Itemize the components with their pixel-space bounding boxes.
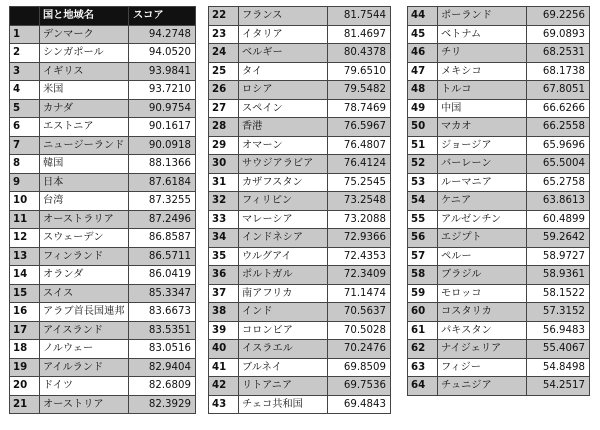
table-row <box>10 229 196 248</box>
score-cell: 87.2496 <box>129 210 196 229</box>
rank-cell: 17 <box>10 321 40 340</box>
score-cell: 57.3152 <box>527 303 590 322</box>
score-cell: 83.6673 <box>129 303 196 322</box>
country-cell: 中国 <box>438 99 527 118</box>
table-row <box>408 118 590 137</box>
table-row <box>408 266 590 285</box>
table-row <box>408 155 590 174</box>
score-cell: 69.8509 <box>328 358 391 377</box>
table-row <box>209 25 391 44</box>
rank-cell: 1 <box>10 25 40 44</box>
score-cell: 56.9483 <box>527 321 590 340</box>
table-row <box>408 377 590 396</box>
table-row <box>408 340 590 359</box>
rank-cell: 11 <box>10 210 40 229</box>
rank-cell: 30 <box>209 155 239 174</box>
score-cell: 65.2758 <box>527 173 590 192</box>
country-cell: フィリピン <box>239 192 328 211</box>
table-row <box>10 25 196 44</box>
rank-cell: 4 <box>10 81 40 100</box>
country-cell: トルコ <box>438 81 527 100</box>
table-row <box>209 173 391 192</box>
score-cell: 73.2548 <box>328 192 391 211</box>
score-cell: 85.3347 <box>129 284 196 303</box>
country-cell: フィンランド <box>40 247 129 266</box>
country-cell: ルーマニア <box>438 173 527 192</box>
rank-cell: 39 <box>209 321 239 340</box>
score-cell: 93.7210 <box>129 81 196 100</box>
country-cell: ジョージア <box>438 136 527 155</box>
rank-cell: 29 <box>209 136 239 155</box>
rank-cell: 51 <box>408 136 438 155</box>
country-cell: アルゼンチン <box>438 210 527 229</box>
rank-cell: 10 <box>10 192 40 211</box>
score-cell: 79.6510 <box>328 62 391 81</box>
country-cell: コロンビア <box>239 321 328 340</box>
table-row <box>209 303 391 322</box>
rank-cell: 16 <box>10 303 40 322</box>
table-row <box>209 62 391 81</box>
country-cell: ペルー <box>438 247 527 266</box>
table-row <box>10 192 196 211</box>
score-cell: 87.3255 <box>129 192 196 211</box>
table-row <box>10 44 196 63</box>
score-cell: 59.2642 <box>527 229 590 248</box>
table-row <box>209 340 391 359</box>
table-row <box>10 81 196 100</box>
score-cell: 58.9727 <box>527 247 590 266</box>
rank-cell: 49 <box>408 99 438 118</box>
score-cell: 81.4697 <box>328 25 391 44</box>
rank-cell: 24 <box>209 44 239 63</box>
country-cell: コスタリカ <box>438 303 527 322</box>
country-cell: オーストラリア <box>40 210 129 229</box>
score-cell: 83.0516 <box>129 340 196 359</box>
country-cell: アイルランド <box>40 358 129 377</box>
score-cell: 55.4067 <box>527 340 590 359</box>
score-cell: 86.5711 <box>129 247 196 266</box>
country-cell: リトアニア <box>239 377 328 396</box>
rank-cell: 61 <box>408 321 438 340</box>
table-row <box>209 247 391 266</box>
table-row <box>408 303 590 322</box>
score-cell: 94.2748 <box>129 25 196 44</box>
country-cell: マレーシア <box>239 210 328 229</box>
rank-cell: 23 <box>209 25 239 44</box>
country-cell: カナダ <box>40 99 129 118</box>
score-cell: 54.8498 <box>527 358 590 377</box>
table-row <box>209 266 391 285</box>
rank-cell: 42 <box>209 377 239 396</box>
table-row <box>209 99 391 118</box>
rank-cell: 9 <box>10 173 40 192</box>
table-row <box>209 229 391 248</box>
table-row <box>408 247 590 266</box>
table-row <box>209 210 391 229</box>
rank-cell: 34 <box>209 229 239 248</box>
country-cell: 日本 <box>40 173 129 192</box>
rank-cell: 46 <box>408 44 438 63</box>
score-cell: 70.2476 <box>328 340 391 359</box>
score-cell: 65.9696 <box>527 136 590 155</box>
table-row <box>10 118 196 137</box>
table-row <box>408 284 590 303</box>
country-cell: スウェーデン <box>40 229 129 248</box>
rank-cell: 14 <box>10 266 40 285</box>
score-cell: 82.9404 <box>129 358 196 377</box>
rank-cell: 8 <box>10 155 40 174</box>
score-cell: 72.3409 <box>328 266 391 285</box>
table-row <box>209 192 391 211</box>
table-row <box>209 81 391 100</box>
country-cell: フィジー <box>438 358 527 377</box>
rank-cell: 19 <box>10 358 40 377</box>
rank-cell: 21 <box>10 395 40 414</box>
ranking-table-3 <box>407 6 590 396</box>
country-cell: パキスタン <box>438 321 527 340</box>
country-cell: アラブ首長国連邦 <box>40 303 129 322</box>
score-cell: 65.5004 <box>527 155 590 174</box>
table-row <box>408 44 590 63</box>
rank-cell: 55 <box>408 210 438 229</box>
table-row <box>10 340 196 359</box>
rank-cell: 41 <box>209 358 239 377</box>
country-cell: モロッコ <box>438 284 527 303</box>
table-row <box>10 210 196 229</box>
table-row <box>408 81 590 100</box>
table-row <box>209 284 391 303</box>
rank-cell: 56 <box>408 229 438 248</box>
score-cell: 70.5028 <box>328 321 391 340</box>
rank-cell: 25 <box>209 62 239 81</box>
rank-cell: 44 <box>408 7 438 26</box>
table-row <box>408 192 590 211</box>
country-cell: メキシコ <box>438 62 527 81</box>
country-cell: ナイジェリア <box>438 340 527 359</box>
rank-cell: 28 <box>209 118 239 137</box>
country-cell: エジプト <box>438 229 527 248</box>
score-cell: 82.6809 <box>129 377 196 396</box>
table-row <box>408 62 590 81</box>
score-cell: 69.0893 <box>527 25 590 44</box>
table-row <box>209 358 391 377</box>
country-cell: 米国 <box>40 81 129 100</box>
country-cell: デンマーク <box>40 25 129 44</box>
score-cell: 87.6184 <box>129 173 196 192</box>
rank-cell: 32 <box>209 192 239 211</box>
country-cell: イスラエル <box>239 340 328 359</box>
country-cell: オマーン <box>239 136 328 155</box>
score-cell: 83.5351 <box>129 321 196 340</box>
country-cell: ブルネイ <box>239 358 328 377</box>
table-row <box>10 395 196 414</box>
rank-cell: 47 <box>408 62 438 81</box>
score-cell: 76.4124 <box>328 155 391 174</box>
rank-cell: 36 <box>209 266 239 285</box>
score-cell: 60.4899 <box>527 210 590 229</box>
score-cell: 81.7544 <box>328 7 391 26</box>
country-cell: カザフスタン <box>239 173 328 192</box>
ranking-table-2 <box>208 6 391 414</box>
country-cell: アイスランド <box>40 321 129 340</box>
score-cell: 80.4378 <box>328 44 391 63</box>
rank-cell: 12 <box>10 229 40 248</box>
score-header: スコア <box>129 7 196 26</box>
country-cell: タイ <box>239 62 328 81</box>
rank-cell: 62 <box>408 340 438 359</box>
rank-cell: 5 <box>10 99 40 118</box>
score-cell: 63.8613 <box>527 192 590 211</box>
country-cell: エストニア <box>40 118 129 137</box>
table-row <box>209 395 391 414</box>
table-row <box>10 284 196 303</box>
score-cell: 94.0520 <box>129 44 196 63</box>
rank-cell: 59 <box>408 284 438 303</box>
score-cell: 71.1474 <box>328 284 391 303</box>
table-row <box>209 377 391 396</box>
score-cell: 58.9361 <box>527 266 590 285</box>
ranking-table-1 <box>9 6 196 414</box>
score-cell: 75.2545 <box>328 173 391 192</box>
rank-cell: 7 <box>10 136 40 155</box>
rank-cell: 63 <box>408 358 438 377</box>
country-cell: イギリス <box>40 62 129 81</box>
rank-cell: 6 <box>10 118 40 137</box>
rank-cell: 50 <box>408 118 438 137</box>
score-cell: 86.8587 <box>129 229 196 248</box>
table-row <box>408 358 590 377</box>
table-header-row <box>10 7 196 26</box>
country-cell: スイス <box>40 284 129 303</box>
rank-cell: 33 <box>209 210 239 229</box>
table-row <box>10 358 196 377</box>
country-cell: オランダ <box>40 266 129 285</box>
rank-cell: 20 <box>10 377 40 396</box>
country-header: 国と地域名 <box>40 7 129 26</box>
score-cell: 69.7536 <box>328 377 391 396</box>
country-cell: ノルウェー <box>40 340 129 359</box>
table-row <box>10 377 196 396</box>
table-row <box>408 25 590 44</box>
score-cell: 86.0419 <box>129 266 196 285</box>
table-row <box>209 136 391 155</box>
score-cell: 70.5637 <box>328 303 391 322</box>
rank-cell: 37 <box>209 284 239 303</box>
score-cell: 68.2531 <box>527 44 590 63</box>
score-cell: 93.9841 <box>129 62 196 81</box>
country-cell: チェコ共和国 <box>239 395 328 414</box>
country-cell: インドネシア <box>239 229 328 248</box>
rank-cell: 2 <box>10 44 40 63</box>
country-cell: 韓国 <box>40 155 129 174</box>
table-row <box>10 136 196 155</box>
country-cell: マカオ <box>438 118 527 137</box>
country-cell: サウジアラビア <box>239 155 328 174</box>
table-row <box>10 173 196 192</box>
country-cell: インド <box>239 303 328 322</box>
country-cell: フランス <box>239 7 328 26</box>
score-cell: 58.1522 <box>527 284 590 303</box>
rank-cell: 31 <box>209 173 239 192</box>
table-row <box>408 173 590 192</box>
rank-cell: 35 <box>209 247 239 266</box>
rank-cell: 27 <box>209 99 239 118</box>
country-cell: バーレーン <box>438 155 527 174</box>
table-row <box>408 229 590 248</box>
table-row <box>10 99 196 118</box>
country-cell: ドイツ <box>40 377 129 396</box>
rank-cell: 48 <box>408 81 438 100</box>
table-row <box>10 155 196 174</box>
score-cell: 88.1366 <box>129 155 196 174</box>
table-row <box>10 266 196 285</box>
rank-cell: 40 <box>209 340 239 359</box>
rank-cell: 38 <box>209 303 239 322</box>
table-row <box>408 321 590 340</box>
country-cell: オーストリア <box>40 395 129 414</box>
score-cell: 68.1738 <box>527 62 590 81</box>
country-cell: ベトナム <box>438 25 527 44</box>
rank-cell: 60 <box>408 303 438 322</box>
score-cell: 54.2517 <box>527 377 590 396</box>
country-cell: シンガポール <box>40 44 129 63</box>
table-row <box>209 44 391 63</box>
score-cell: 66.2558 <box>527 118 590 137</box>
score-cell: 69.2256 <box>527 7 590 26</box>
rank-cell: 45 <box>408 25 438 44</box>
rank-cell: 18 <box>10 340 40 359</box>
country-cell: ウルグアイ <box>239 247 328 266</box>
country-cell: ケニア <box>438 192 527 211</box>
country-cell: チュニジア <box>438 377 527 396</box>
country-cell: ブラジル <box>438 266 527 285</box>
country-cell: ポルトガル <box>239 266 328 285</box>
rank-cell: 64 <box>408 377 438 396</box>
rank-cell: 58 <box>408 266 438 285</box>
table-row <box>10 247 196 266</box>
score-cell: 90.1617 <box>129 118 196 137</box>
table-row <box>408 99 590 118</box>
score-cell: 78.7469 <box>328 99 391 118</box>
country-cell: ニュージーランド <box>40 136 129 155</box>
rank-cell: 26 <box>209 81 239 100</box>
rank-cell: 53 <box>408 173 438 192</box>
rank-cell: 13 <box>10 247 40 266</box>
rank-cell: 52 <box>408 155 438 174</box>
score-cell: 90.9754 <box>129 99 196 118</box>
table-row <box>408 210 590 229</box>
table-row <box>10 321 196 340</box>
rank-cell: 3 <box>10 62 40 81</box>
country-cell: 南アフリカ <box>239 284 328 303</box>
score-cell: 66.6266 <box>527 99 590 118</box>
score-cell: 76.5967 <box>328 118 391 137</box>
score-cell: 73.2088 <box>328 210 391 229</box>
country-cell: 台湾 <box>40 192 129 211</box>
table-row <box>408 7 590 26</box>
rank-header <box>10 7 40 26</box>
rank-cell: 57 <box>408 247 438 266</box>
score-cell: 90.0918 <box>129 136 196 155</box>
score-cell: 79.5482 <box>328 81 391 100</box>
score-cell: 72.9366 <box>328 229 391 248</box>
score-cell: 72.4353 <box>328 247 391 266</box>
score-cell: 69.4843 <box>328 395 391 414</box>
rank-cell: 15 <box>10 284 40 303</box>
score-cell: 76.4807 <box>328 136 391 155</box>
table-row <box>209 155 391 174</box>
country-cell: ロシア <box>239 81 328 100</box>
rank-cell: 22 <box>209 7 239 26</box>
table-row <box>10 62 196 81</box>
table-row <box>209 7 391 26</box>
table-row <box>408 136 590 155</box>
country-cell: イタリア <box>239 25 328 44</box>
score-cell: 82.3929 <box>129 395 196 414</box>
table-row <box>209 118 391 137</box>
table-row <box>10 303 196 322</box>
country-cell: ポーランド <box>438 7 527 26</box>
rank-cell: 54 <box>408 192 438 211</box>
score-cell: 67.8051 <box>527 81 590 100</box>
table-row <box>209 321 391 340</box>
country-cell: ベルギー <box>239 44 328 63</box>
country-cell: 香港 <box>239 118 328 137</box>
country-cell: スペイン <box>239 99 328 118</box>
country-cell: チリ <box>438 44 527 63</box>
rank-cell: 43 <box>209 395 239 414</box>
